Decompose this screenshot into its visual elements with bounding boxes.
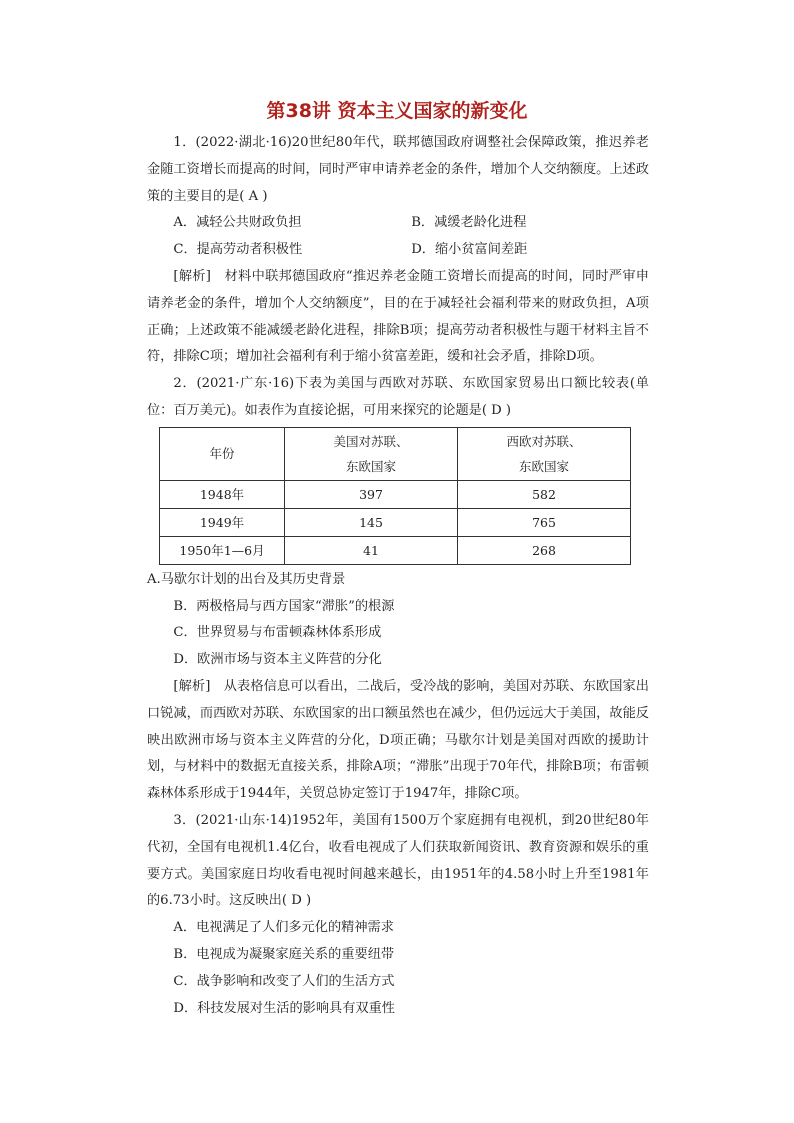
q1-options-row-1 [147, 210, 649, 237]
table-row [160, 536, 631, 564]
q2-analysis: [解析] 从表格信息可以看出，二战后，受冷战的影响，美国对苏联、东欧国家出口锐减，而西欧对苏联、东欧国家的出口额虽然也在减少，但仍远远大于美国，故能反映出欧洲市场与资本主义阵营的分化，D项正确；马歇尔计划是美国对西欧的援助计划，与材料中的数据无直接关系，排除A项；“滞胀”出现于70年代，排除B项；布雷顿森林体系形成于1944年，关贸总协定签订于1947年，排除C项。 [147, 678, 649, 802]
page-title: 第38讲 资本主义国家的新变化 [266, 100, 528, 122]
table-header-row [160, 427, 631, 480]
export-table [159, 427, 631, 565]
q1-option-c: C．提高劳动者积极性 [173, 242, 303, 258]
q3-stem: 3．(2021·山东·14)1952年，美国有1500万个家庭拥有电视机，到20世纪80年代初，全国有电视机1.4亿台，收看电视成了人们获取新闻资讯、教育资源和娱乐的重要方式。美国家庭日均收看电视时间越来越长，由1951年的4.58小时上升至1981年的6.73小时。这反映出( D ) [147, 812, 649, 909]
table-cell: 765 [458, 508, 631, 536]
q1-option-b: B．减缓老龄化进程 [411, 215, 527, 231]
q1-options-row-2 [147, 237, 649, 264]
q2-option-b: B．两极格局与西方国家“滞胀”的根源 [173, 598, 395, 614]
table-row [160, 508, 631, 536]
q3-option-a: A．电视满足了人们多元化的精神需求 [173, 920, 394, 936]
q1-analysis: [解析] 材料中联邦德国政府“推迟养老金随工资增长而提高的时间，同时严审申请养老金的条件，增加个人交纳额度”，目的在于减轻社会福利带来的财政负担，A项正确；上述政策不能减缓老龄化进程，排除B项；提高劳动者积极性与题干材料主旨不符，排除C项；增加社会福利有利于缩小贫富差距，缓和社会矛盾，排除D项。 [147, 268, 649, 365]
table-cell: 397 [285, 480, 458, 508]
q2-option-c: C．世界贸易与布雷顿森林体系形成 [173, 625, 382, 641]
q2-option-d: D．欧洲市场与资本主义阵营的分化 [173, 652, 382, 668]
q1-option-a: A．减轻公共财政负担 [173, 215, 302, 231]
table-cell: 145 [285, 508, 458, 536]
table-header-year: 年份 [160, 427, 285, 480]
table-header-we: 西欧对苏联、 东欧国家 [458, 427, 631, 480]
table-row [160, 480, 631, 508]
q1-option-d: D．缩小贫富间差距 [411, 242, 528, 258]
table-cell: 582 [458, 480, 631, 508]
content [147, 130, 649, 1022]
q3-option-c: C．战争影响和改变了人们的生活方式 [173, 973, 395, 989]
q2-option-a: A.马歇尔计划的出台及其历史背景 [147, 571, 346, 587]
table-cell: 268 [458, 536, 631, 564]
q3-option-d: D．科技发展对生活的影响具有双重性 [173, 1000, 395, 1016]
q1-stem: 1．(2022·湖北·16)20世纪80年代，联邦德国政府调整社会保障政策，推迟养老金随工资增长而提高的时间，同时严审申请养老金的条件，增加个人交纳额度。上述政策的主要目的是( A ) [147, 135, 649, 204]
table-cell: 1950年1—6月 [160, 536, 285, 564]
table-cell: 41 [285, 536, 458, 564]
table-cell: 1949年 [160, 508, 285, 536]
table-cell: 1948年 [160, 480, 285, 508]
table-header-us: 美国对苏联、 东欧国家 [285, 427, 458, 480]
q3-option-b: B．电视成为凝聚家庭关系的重要纽带 [173, 946, 395, 962]
q2-stem: 2．(2021·广东·16)下表为美国与西欧对苏联、东欧国家贸易出口额比较表(单位：百万美元)。如表作为直接论据，可用来探究的论题是( D ) [147, 376, 649, 418]
